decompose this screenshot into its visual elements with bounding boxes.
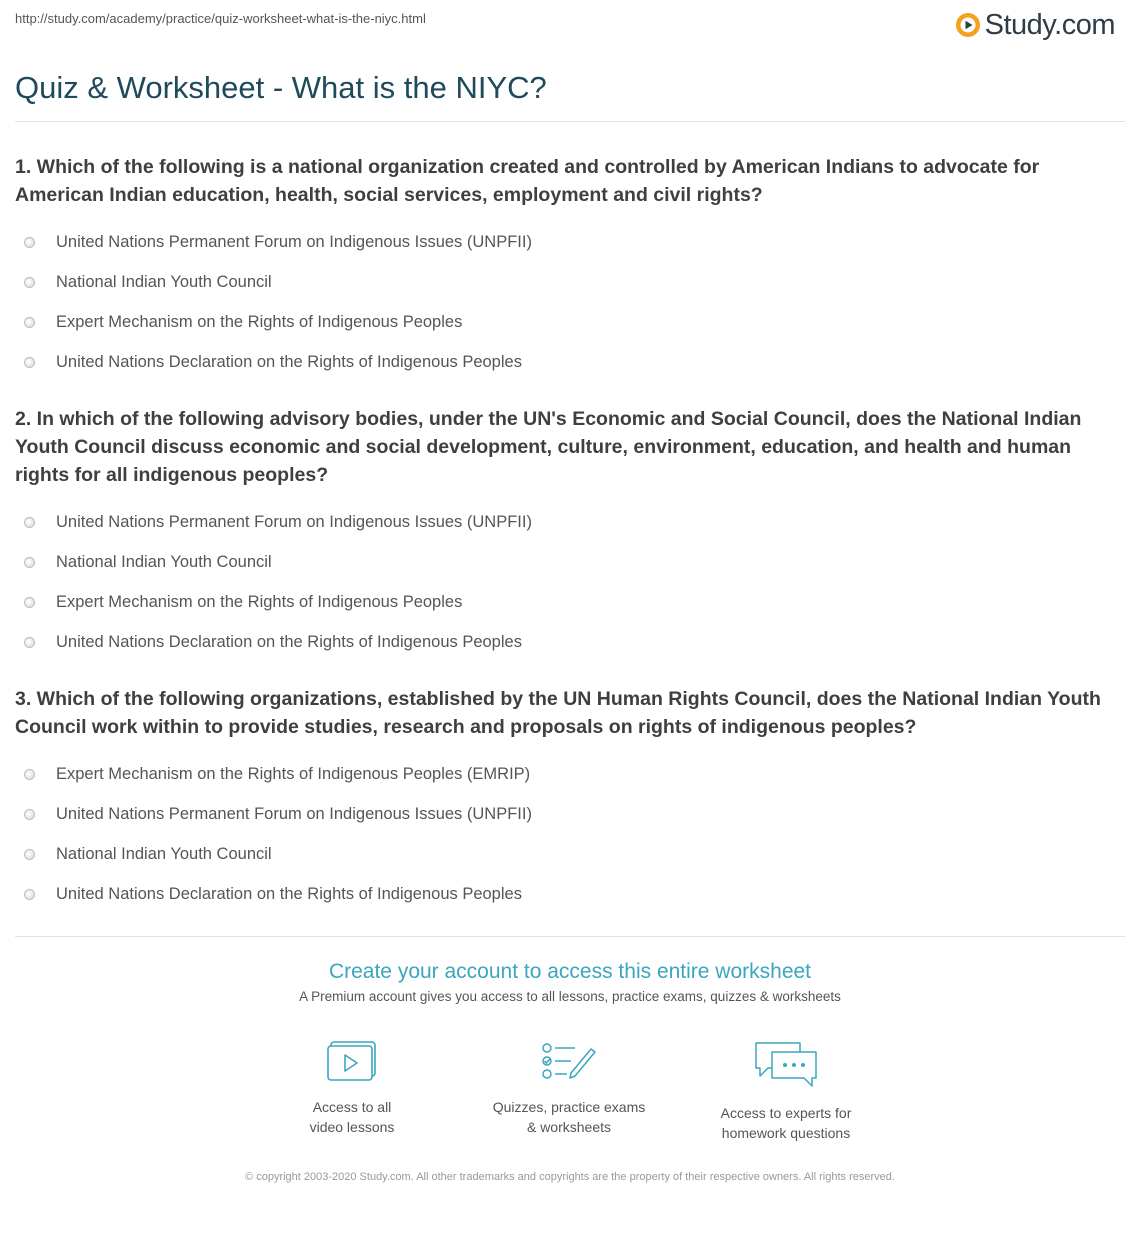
answer-label: National Indian Youth Council xyxy=(56,552,272,571)
page-url[interactable]: http://study.com/academy/practice/quiz-worksheet-what-is-the-niyc.html xyxy=(15,11,426,26)
page-title: Quiz & Worksheet - What is the NIYC? xyxy=(15,70,547,105)
expert-chat-icon xyxy=(754,1040,818,1090)
feature-experts xyxy=(686,1040,886,1143)
radio-button-icon[interactable] xyxy=(24,597,35,608)
feature-list xyxy=(15,1040,1125,1150)
answer-option[interactable] xyxy=(15,342,1125,382)
answer-option[interactable] xyxy=(15,542,1125,582)
radio-button-icon[interactable] xyxy=(24,277,35,288)
answer-label: United Nations Permanent Forum on Indigenous Issues (UNPFII) xyxy=(56,232,532,251)
logo-text: Study.com xyxy=(984,8,1115,41)
answer-label: Expert Mechanism on the Rights of Indigenous Peoples (EMRIP) xyxy=(56,764,531,783)
answer-options xyxy=(15,754,1125,914)
answer-label: Expert Mechanism on the Rights of Indigenous Peoples xyxy=(56,592,463,611)
answer-option[interactable] xyxy=(15,262,1125,302)
question-1 xyxy=(15,153,1125,382)
feature-label: Access to all video lessons xyxy=(309,1099,395,1135)
study-logo[interactable] xyxy=(955,8,1115,42)
feature-label: Access to experts for homework questions xyxy=(720,1105,852,1141)
question-text: 2. In which of the following advisory bodies, under the UN's Economic and Social Council, does the National Indian Youth Council discuss economic and social development, culture, environment, education, and health and human rights for all indigenous peoples? xyxy=(15,408,1082,486)
video-lesson-icon xyxy=(326,1040,378,1084)
answer-options xyxy=(15,502,1125,662)
feature-quizzes xyxy=(469,1040,669,1137)
answer-label: United Nations Permanent Forum on Indigenous Issues (UNPFII) xyxy=(56,804,532,823)
answer-option[interactable] xyxy=(15,222,1125,262)
answer-option[interactable] xyxy=(15,502,1125,542)
radio-button-icon[interactable] xyxy=(24,237,35,248)
question-text: 1. Which of the following is a national organization created and controlled by American Indians to advocate for American Indian education, health, social services, employment and civil rights? xyxy=(15,156,1040,206)
study-logo-icon xyxy=(955,12,981,38)
radio-button-icon[interactable] xyxy=(24,517,35,528)
answer-label: United Nations Permanent Forum on Indigenous Issues (UNPFII) xyxy=(56,512,532,531)
title-divider xyxy=(15,121,1125,122)
answer-option[interactable] xyxy=(15,874,1125,914)
answer-label: Expert Mechanism on the Rights of Indigenous Peoples xyxy=(56,312,463,331)
top-bar xyxy=(15,0,1125,50)
answer-option[interactable] xyxy=(15,834,1125,874)
answer-option[interactable] xyxy=(15,754,1125,794)
answer-label: United Nations Declaration on the Rights of Indigenous Peoples xyxy=(56,352,522,371)
radio-button-icon[interactable] xyxy=(24,557,35,568)
quiz-checklist-icon xyxy=(541,1040,597,1084)
feature-label: Quizzes, practice exams & worksheets xyxy=(492,1099,646,1135)
question-2 xyxy=(15,405,1125,662)
feature-video-lessons xyxy=(252,1040,452,1137)
radio-button-icon[interactable] xyxy=(24,637,35,648)
radio-button-icon[interactable] xyxy=(24,357,35,368)
premium-promo xyxy=(15,958,1125,1141)
promo-divider xyxy=(15,936,1125,937)
question-text: 3. Which of the following organizations, established by the UN Human Rights Council, does the National Indian Youth Council work within to provide studies, research and proposals on rights of indigenous peoples? xyxy=(15,688,1101,738)
radio-button-icon[interactable] xyxy=(24,889,35,900)
answer-options xyxy=(15,222,1125,382)
answer-label: United Nations Declaration on the Rights of Indigenous Peoples xyxy=(56,884,522,903)
radio-button-icon[interactable] xyxy=(24,317,35,328)
radio-button-icon[interactable] xyxy=(24,769,35,780)
answer-option[interactable] xyxy=(15,622,1125,662)
promo-headline[interactable]: Create your account to access this entire worksheet xyxy=(328,960,812,983)
answer-label: National Indian Youth Council xyxy=(56,272,272,291)
promo-subline: A Premium account gives you access to all lessons, practice exams, quizzes & worksheets xyxy=(299,989,841,1004)
answer-label: United Nations Declaration on the Rights of Indigenous Peoples xyxy=(56,632,522,651)
radio-button-icon[interactable] xyxy=(24,809,35,820)
answer-option[interactable] xyxy=(15,794,1125,834)
answer-option[interactable] xyxy=(15,302,1125,342)
answer-option[interactable] xyxy=(15,582,1125,622)
copyright: © copyright 2003-2020 Study.com. All other trademarks and copyrights are the property of their respective owners. All rights reserved. xyxy=(245,1171,895,1183)
question-3 xyxy=(15,685,1125,914)
answer-label: National Indian Youth Council xyxy=(56,844,272,863)
radio-button-icon[interactable] xyxy=(24,849,35,860)
